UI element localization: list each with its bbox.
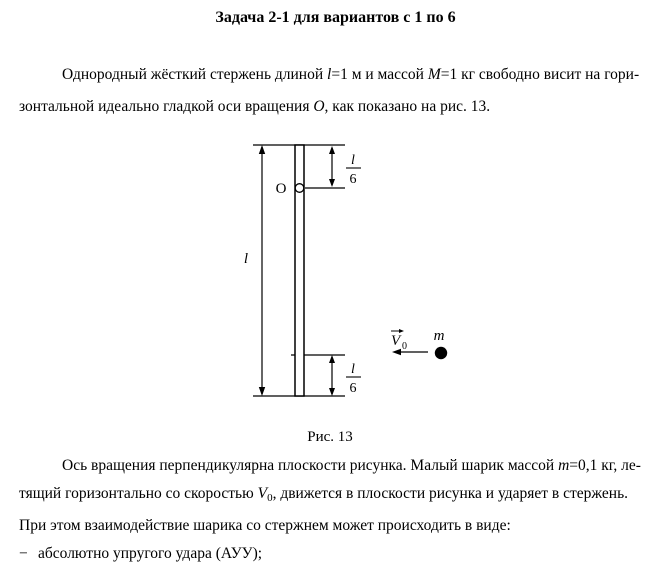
- upper-fraction-numerator: l: [351, 153, 355, 168]
- figure-rod-diagram: [235, 130, 465, 410]
- text-segment: тящий горизонтально со скоростью: [19, 485, 258, 502]
- text-segment: зонтальной идеально гладкой оси вращения: [19, 98, 314, 115]
- text-segment: Однородный жёсткий стержень длиной: [62, 66, 328, 83]
- text-segment: Ось вращения перпендикулярна плоскости рисунка. Малый шарик массой: [62, 457, 559, 474]
- lower-fraction-numerator: l: [351, 362, 355, 377]
- pivot-circle: [295, 184, 304, 193]
- list-dash-marker: −: [19, 545, 28, 562]
- text-segment: =0,1 кг, ле-: [569, 457, 641, 474]
- var-O: О: [313, 98, 325, 115]
- text-segment: =1 кг свободно висит на гори-: [440, 66, 640, 83]
- var-m: m: [558, 457, 570, 474]
- figure-caption: Рис. 13: [307, 429, 353, 445]
- list-item-elastic-collision: [19, 540, 659, 566]
- lower-fraction-denominator: 6: [349, 381, 357, 396]
- velocity-label-group: [391, 329, 407, 352]
- list-item-text: абсолютно упругого удара (АУУ);: [38, 545, 263, 562]
- upper-dimension-arrow: [329, 146, 335, 187]
- paragraph-1-line-1: [19, 59, 659, 91]
- var-M: M: [427, 66, 441, 83]
- text-segment: =1 м и массой: [331, 66, 428, 83]
- paragraph-1-line-2: [19, 91, 659, 123]
- paragraph-2-line-1: [19, 452, 659, 480]
- length-dimension-arrow: [259, 145, 265, 396]
- velocity-arrow: [392, 349, 428, 355]
- upper-fraction-denominator: 6: [349, 172, 357, 187]
- var-V: V: [257, 485, 268, 502]
- rod: [295, 145, 304, 396]
- text-segment: , движется в плоскости рисунка и ударяет в стержень.: [272, 485, 629, 502]
- var-l: l: [327, 66, 332, 83]
- lower-dimension-fraction: [346, 362, 361, 396]
- paragraph-2-line-3: При этом взаимодействие шарика со стержнем может происходить в виде:: [19, 517, 511, 534]
- ball-mass-label: m: [433, 328, 445, 344]
- problem-title: Задача 2-1 для вариантов с 1 по 6: [215, 9, 456, 26]
- problem-statement-paragraph-2: [19, 452, 659, 566]
- lower-dimension-arrow: [329, 355, 335, 396]
- velocity-label: V: [391, 333, 401, 349]
- text-segment: , как показано на рис. 13.: [324, 98, 491, 115]
- var-V-subscript: 0: [267, 492, 273, 504]
- paragraph-2-line-2: [19, 480, 659, 512]
- rod-length-label: l: [243, 251, 249, 267]
- problem-statement-paragraph-1: [19, 59, 659, 123]
- pivot-label: О: [275, 181, 287, 197]
- velocity-subscript: 0: [402, 341, 407, 352]
- upper-dimension-fraction: [346, 153, 361, 187]
- ball: [435, 347, 447, 359]
